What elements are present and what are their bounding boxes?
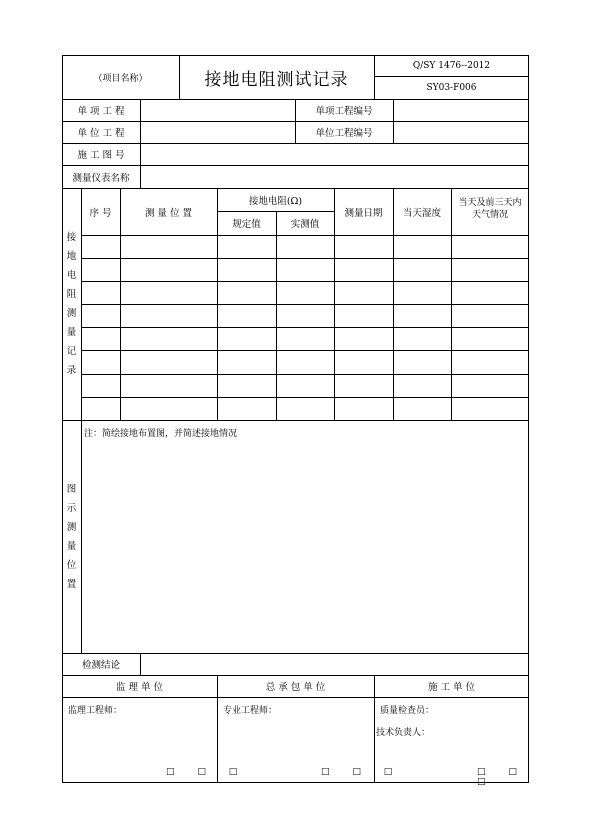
rule <box>81 327 529 328</box>
professional-engineer-label: 专业工程师： <box>223 705 278 716</box>
rule <box>62 697 529 698</box>
col-measured-header: 实测值 <box>290 219 320 230</box>
drawing-no-label: 施 工 图 号 <box>77 150 125 161</box>
quality-inspector-label: 质量检查员： <box>380 705 435 716</box>
section-char: 记 <box>66 346 77 357</box>
form-title: 接地电阻测试记录 <box>204 69 349 90</box>
supervision-unit-header: 监 理 单 位 <box>115 682 164 693</box>
col-date-header: 测量日期 <box>344 207 383 219</box>
section-char: 电 <box>66 270 77 281</box>
col-humidity-header: 当天湿度 <box>402 207 441 219</box>
diagram-note: 注：简绘接地布置图，并简述接地情况 <box>84 428 238 439</box>
section-char: 图 <box>66 483 77 495</box>
single-item-no-label: 单项工程编号 <box>315 106 373 117</box>
col-resistance-header: 接地电阻(Ω) <box>248 195 303 207</box>
diagram-section-label <box>62 420 81 653</box>
section-char: 置 <box>66 578 77 590</box>
single-item-field[interactable] <box>140 99 301 121</box>
rule <box>81 235 529 236</box>
section-char: 量 <box>66 540 77 552</box>
supervision-engineer-label: 监理工程师： <box>68 705 123 716</box>
single-item-label: 单 项 工 程 <box>77 106 125 117</box>
rule <box>81 374 529 375</box>
rule <box>81 350 529 351</box>
rule <box>81 397 529 398</box>
section-char: 量 <box>66 327 77 338</box>
instrument-field[interactable] <box>140 165 535 188</box>
rule <box>276 211 277 420</box>
technical-lead-label: 技术负责人： <box>376 727 431 738</box>
rule <box>81 258 529 259</box>
col-seq-header: 序 号 <box>89 207 112 219</box>
contractor-date-boxes: □ □ □ <box>321 767 403 777</box>
single-item-no-field[interactable] <box>393 99 535 121</box>
section-char: 示 <box>66 502 77 514</box>
standard-code: Q/SY 1476--2012 <box>412 60 491 71</box>
rule <box>81 281 529 282</box>
section-char: 接 <box>66 232 77 243</box>
col-weather-header-line1: 当天及前三天内 <box>458 197 522 208</box>
rule <box>62 420 529 421</box>
measurement-section-label <box>62 188 81 420</box>
unit-no-field[interactable] <box>393 121 535 143</box>
col-position-header: 测 量 位 置 <box>144 207 193 219</box>
form-code: SY03-F006 <box>426 82 477 93</box>
record-form <box>62 55 529 787</box>
col-weather-header-line2: 天气情况 <box>471 209 508 220</box>
construction-date-boxes: □ □ □ <box>477 767 527 787</box>
section-char: 录 <box>66 365 77 376</box>
construction-unit-header: 施 工 单 位 <box>427 682 476 693</box>
rule <box>81 304 529 305</box>
section-char: 测 <box>66 308 77 319</box>
unit-label: 单 位 工 程 <box>77 128 125 139</box>
drawing-no-field[interactable] <box>140 143 535 165</box>
section-char: 地 <box>66 251 77 262</box>
section-char: 测 <box>66 521 77 533</box>
diagram-area[interactable] <box>82 443 528 651</box>
project-name: （项目名称） <box>93 73 148 84</box>
unit-no-label: 单位工程编号 <box>315 128 373 139</box>
general-contractor-header: 总 承 包 单 位 <box>265 682 326 693</box>
unit-field[interactable] <box>140 121 301 143</box>
conclusion-label: 检测结论 <box>81 660 120 671</box>
instrument-label: 测量仪表名称 <box>72 172 130 184</box>
conclusion-field[interactable] <box>140 653 535 675</box>
supervision-date-boxes: □ □ □ <box>166 767 248 777</box>
col-specified-header: 规定值 <box>232 219 261 230</box>
section-char: 阻 <box>66 289 77 300</box>
section-char: 位 <box>66 559 77 571</box>
